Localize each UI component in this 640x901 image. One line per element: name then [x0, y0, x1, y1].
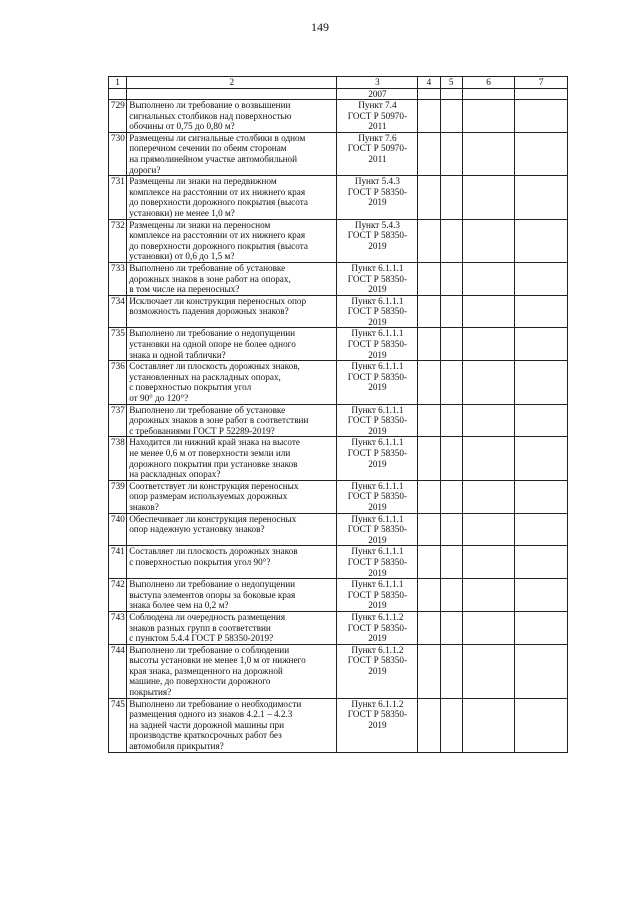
regulation-reference	[337, 219, 418, 262]
regulation-reference	[337, 176, 418, 219]
answer-cell-col-7[interactable]	[515, 579, 568, 612]
reference-line: ГОСТ Р 58350-	[347, 415, 408, 426]
reference-line: Пункт 6.1.1.2	[351, 698, 404, 709]
question-line: высоты установки не менее 1,0 м от нижнего	[129, 655, 306, 666]
answer-cell-col-5[interactable]	[440, 513, 462, 546]
requirement-question	[127, 295, 337, 328]
column-header: 2	[127, 77, 337, 89]
question-line: покрытия?	[129, 687, 172, 698]
reference-line: 2019	[368, 240, 387, 251]
question-line: знаков?	[129, 501, 159, 512]
row-number: 729	[109, 100, 127, 133]
reference-line: Пункт 6.1.1.2	[351, 644, 404, 655]
answer-cell-col-5[interactable]	[440, 132, 462, 175]
question-line: дорожного покрытия при установке знаков	[129, 458, 298, 469]
answer-cell-col-5[interactable]	[440, 295, 462, 328]
row-number: 731	[109, 176, 127, 219]
table-row	[109, 328, 568, 361]
table-row	[109, 295, 568, 328]
regulation-reference	[337, 480, 418, 513]
question-line: обочины от 0,75 до 0,80 м?	[129, 121, 235, 132]
reference-line: 2019	[368, 425, 387, 436]
reference-line: 2019	[368, 349, 387, 360]
reference-line: 2019	[368, 600, 387, 611]
answer-cell-col-7[interactable]	[515, 546, 568, 579]
question-line: опор надежную установку знаков?	[129, 524, 265, 535]
reference-line: Пункт 5.4.3	[354, 176, 400, 187]
regulation-reference	[337, 404, 418, 437]
question-line: на прямолинейном участке автомобильной	[129, 153, 298, 164]
question-line: Исключает ли конструкция переносных опор	[129, 295, 307, 306]
regulation-reference	[337, 513, 418, 546]
regulation-reference	[337, 328, 418, 361]
row-number: 736	[109, 361, 127, 404]
regulation-reference	[337, 698, 418, 752]
question-line: Выполнено ли требование о соблюдении	[129, 644, 290, 655]
question-line: дорожных знаков в зоне работ в соответствии	[129, 415, 309, 426]
question-line: Обеспечивает ли конструкция переносных	[129, 513, 297, 524]
question-line: Составляет ли плоскость дорожных знаков,	[129, 361, 300, 372]
regulation-reference	[337, 295, 418, 328]
answer-cell-col-5[interactable]	[440, 579, 462, 612]
answer-cell-col-6[interactable]	[462, 579, 515, 612]
answer-cell-col-6[interactable]	[462, 176, 515, 219]
answer-cell-col-4[interactable]	[418, 404, 440, 437]
answer-cell-col-7[interactable]	[515, 611, 568, 644]
answer-cell-col-4[interactable]	[418, 176, 440, 219]
answer-cell-col-6[interactable]	[462, 262, 515, 295]
reference-line: ГОСТ Р 58350-	[347, 306, 408, 317]
question-line: Размещены ли знаки на переносном	[129, 219, 271, 230]
question-line: с поверхностью покрытия угол	[129, 382, 252, 393]
reference-line: ГОСТ Р 58350-	[347, 491, 408, 502]
question-line: до поверхности дорожного покрытия (высота	[129, 197, 308, 208]
question-line: установки) не менее 1,0 м?	[129, 207, 235, 218]
continuation-row	[109, 89, 568, 100]
reference-line: Пункт 6.1.1.1	[351, 579, 404, 590]
requirement-question	[127, 546, 337, 579]
answer-cell-col-6[interactable]	[462, 132, 515, 175]
reference-line: Пункт 6.1.1.1	[351, 404, 404, 415]
question-line: поперечном сечении по обеим сторонам	[129, 143, 287, 154]
answer-cell-col-5[interactable]	[440, 611, 462, 644]
reference-line: ГОСТ Р 50970-	[347, 110, 408, 121]
question-line: с поверхностью покрытия угол 90°?	[129, 556, 271, 567]
answer-cell-col-4[interactable]	[418, 295, 440, 328]
reference-line: 2019	[368, 197, 387, 208]
page-number: 149	[311, 20, 329, 34]
header-row	[109, 77, 568, 89]
answer-cell-col-7[interactable]	[515, 176, 568, 219]
question-line: знаков разных групп в соответствии	[129, 622, 271, 633]
reference-line: Пункт 6.1.1.1	[351, 480, 404, 491]
answer-cell-col-7[interactable]	[515, 437, 568, 480]
requirement-question	[127, 437, 337, 480]
question-line: дорожных знаков в зоне работ на опорах,	[129, 273, 291, 284]
reference-line: ГОСТ Р 58350-	[347, 230, 408, 241]
table-row	[109, 100, 568, 133]
requirement-question	[127, 176, 337, 219]
requirement-question	[127, 100, 337, 133]
reference-line: ГОСТ Р 58350-	[347, 448, 408, 458]
reference-line: Пункт 6.1.1.1	[351, 437, 404, 448]
requirement-question	[127, 480, 337, 513]
question-line: края знака, размещенного на дорожной	[129, 665, 283, 676]
regulation-reference	[337, 437, 418, 480]
answer-cell-col-6[interactable]	[462, 328, 515, 361]
answer-cell-col-5[interactable]	[440, 404, 462, 437]
table-row	[109, 404, 568, 437]
answer-cell-col-4[interactable]	[418, 328, 440, 361]
column-header: 3	[337, 77, 418, 89]
answer-cell-col-4[interactable]	[418, 219, 440, 262]
answer-cell-col-4[interactable]	[418, 546, 440, 579]
reference-line: 2019	[368, 501, 387, 512]
reference-line: ГОСТ Р 58350-	[347, 186, 408, 197]
reference-line: 2019	[368, 567, 387, 578]
question-line: Соответствует ли конструкция переносных	[129, 480, 299, 491]
question-line: на задней части дорожной машины при	[129, 719, 285, 730]
answer-cell-col-5[interactable]	[440, 546, 462, 579]
row-number: 742	[109, 579, 127, 612]
question-line: Выполнено ли требование о необходимости	[129, 698, 302, 709]
reference-line: 2011	[368, 121, 387, 132]
column-header: 7	[515, 77, 568, 89]
question-line: выступа элементов опоры за боковые края	[129, 589, 296, 600]
answer-cell-col-6[interactable]	[462, 611, 515, 644]
question-line: на раскладных опорах?	[129, 469, 221, 480]
requirement-question	[127, 328, 337, 361]
answer-cell-col-4[interactable]	[418, 132, 440, 175]
regulation-reference	[337, 100, 418, 133]
row-number: 735	[109, 328, 127, 361]
reference-line: Пункт 6.1.1.1	[351, 262, 404, 273]
reference-line: 2019	[368, 633, 387, 644]
answer-cell-col-5[interactable]	[440, 328, 462, 361]
reference-line: Пункт 6.1.1.1	[351, 513, 404, 524]
requirement-question	[127, 262, 337, 295]
column-header: 1	[109, 77, 127, 89]
reference-line: ГОСТ Р 50970-	[347, 143, 408, 154]
requirement-question	[127, 132, 337, 175]
question-line: машине, до поверхности дорожного	[129, 676, 271, 687]
answer-cell-col-7[interactable]	[515, 698, 568, 752]
answer-cell-col-6[interactable]	[462, 644, 515, 698]
table-row	[109, 546, 568, 579]
reference-line: ГОСТ Р 58350-	[347, 655, 408, 666]
reference-line: ГОСТ Р 58350-	[347, 556, 408, 567]
answer-cell-col-5[interactable]	[440, 644, 462, 698]
question-line: сигнальных столбиков над поверхностью	[129, 110, 292, 121]
continuation-ref: 2007	[337, 89, 418, 100]
question-line: Соблюдена ли очередность размещения	[129, 611, 286, 622]
column-header: 5	[440, 77, 462, 89]
question-line: с пунктом 5.4.4 ГОСТ Р 58350-2019?	[129, 633, 274, 644]
row-number: 739	[109, 480, 127, 513]
table-row	[109, 698, 568, 752]
table-row	[109, 611, 568, 644]
regulation-reference	[337, 361, 418, 404]
reference-line: Пункт 6.1.1.1	[351, 361, 404, 372]
reference-line: 2019	[368, 534, 387, 545]
question-line: Выполнено ли требование о возвышении	[129, 100, 291, 110]
table-row	[109, 361, 568, 404]
reference-line: Пункт 7.4	[358, 100, 397, 110]
answer-cell-col-4[interactable]	[418, 611, 440, 644]
regulation-reference	[337, 546, 418, 579]
regulation-reference	[337, 611, 418, 644]
answer-cell-col-5[interactable]	[440, 361, 462, 404]
answer-cell-col-6[interactable]	[462, 513, 515, 546]
answer-cell-col-6[interactable]	[462, 100, 515, 133]
answer-cell-col-5[interactable]	[440, 100, 462, 133]
row-number: 734	[109, 295, 127, 328]
reference-line: 2019	[368, 284, 387, 295]
reference-line: ГОСТ Р 58350-	[347, 589, 408, 600]
reference-line: Пункт 6.1.1.1	[351, 328, 404, 339]
answer-cell-col-4[interactable]	[418, 480, 440, 513]
answer-cell-col-7[interactable]	[515, 100, 568, 133]
answer-cell-col-7[interactable]	[515, 132, 568, 175]
question-line: до поверхности дорожного покрытия (высота	[129, 240, 308, 251]
question-line: дороги?	[129, 164, 161, 175]
reference-line: Пункт 7.6	[358, 132, 397, 143]
answer-cell-col-6[interactable]	[462, 361, 515, 404]
question-line: размещения одного из знаков 4.2.1 – 4.2.3	[129, 709, 293, 720]
row-number: 730	[109, 132, 127, 175]
regulation-reference	[337, 579, 418, 612]
column-header: 4	[418, 77, 440, 89]
answer-cell-col-4[interactable]	[418, 513, 440, 546]
question-line: Выполнено ли требование об установке	[129, 404, 286, 415]
requirement-question	[127, 611, 337, 644]
answer-cell-col-6[interactable]	[462, 404, 515, 437]
question-line: установки на одной опоре не более одного	[129, 339, 296, 350]
question-line: установленных на раскладных опорах,	[129, 371, 281, 382]
answer-cell-col-7[interactable]	[515, 404, 568, 437]
answer-cell-col-4[interactable]	[418, 698, 440, 752]
table-row	[109, 480, 568, 513]
table-row	[109, 176, 568, 219]
answer-cell-col-4[interactable]	[418, 437, 440, 480]
answer-cell-col-7[interactable]	[515, 219, 568, 262]
regulation-reference	[337, 644, 418, 698]
answer-cell-col-4[interactable]	[418, 644, 440, 698]
answer-cell-col-4[interactable]	[418, 100, 440, 133]
answer-cell-col-6[interactable]	[462, 698, 515, 752]
question-line: опор размерам используемых дорожных	[129, 491, 288, 502]
answer-cell-col-5[interactable]	[440, 262, 462, 295]
column-header: 6	[462, 77, 515, 89]
table-row	[109, 262, 568, 295]
reference-line: ГОСТ Р 58350-	[347, 371, 408, 382]
question-line: возможность падения дорожных знаков?	[129, 306, 289, 317]
reference-line: Пункт 6.1.1.2	[351, 611, 404, 622]
question-line: знака и одной таблички?	[129, 349, 226, 360]
reference-line: ГОСТ Р 58350-	[347, 524, 408, 535]
reference-line: Пункт 6.1.1.1	[351, 546, 404, 557]
table-row	[109, 132, 568, 175]
answer-cell-col-7[interactable]	[515, 644, 568, 698]
row-number: 744	[109, 644, 127, 698]
regulation-reference	[337, 262, 418, 295]
answer-cell-col-7[interactable]	[515, 513, 568, 546]
question-line: Составляет ли плоскость дорожных знаков	[129, 546, 298, 557]
reference-line: Пункт 5.4.3	[354, 219, 400, 230]
row-number: 732	[109, 219, 127, 262]
answer-cell-col-5[interactable]	[440, 176, 462, 219]
question-line: комплексе на расстоянии от их нижнего края	[129, 186, 306, 197]
requirement-question	[127, 219, 337, 262]
row-number: 733	[109, 262, 127, 295]
answer-cell-col-5[interactable]	[440, 698, 462, 752]
answer-cell-col-4[interactable]	[418, 579, 440, 612]
question-line: с требованиями ГОСТ Р 52289-2019?	[129, 425, 275, 436]
answer-cell-col-7[interactable]	[515, 361, 568, 404]
regulation-reference	[337, 132, 418, 175]
table-row	[109, 437, 568, 480]
requirement-question	[127, 513, 337, 546]
reference-line: 2011	[368, 153, 387, 164]
row-number: 741	[109, 546, 127, 579]
requirement-question	[127, 404, 337, 437]
question-line: знака более чем на 0,2 м?	[129, 600, 229, 611]
answer-cell-col-6[interactable]	[462, 219, 515, 262]
answer-cell-col-7[interactable]	[515, 480, 568, 513]
checklist-table	[108, 76, 568, 753]
question-line: Размещены ли сигнальные столбики в одном	[129, 132, 306, 143]
question-line: от 90° до 120°?	[129, 393, 189, 404]
row-number: 740	[109, 513, 127, 546]
question-line: комплексе на расстоянии от их нижнего края	[129, 230, 306, 241]
answer-cell-col-4[interactable]	[418, 361, 440, 404]
reference-line: ГОСТ Р 58350-	[347, 273, 408, 284]
answer-cell-col-6[interactable]	[462, 437, 515, 480]
question-line: в том числе на переносных?	[129, 284, 240, 295]
answer-cell-col-6[interactable]	[462, 546, 515, 579]
reference-line: ГОСТ Р 58350-	[347, 622, 408, 633]
answer-cell-col-5[interactable]	[440, 480, 462, 513]
reference-line: 2019	[368, 719, 387, 730]
question-line: не менее 0,6 м от поверхности земли или	[129, 448, 291, 458]
question-line: Находится ли нижний край знака на высоте	[129, 437, 300, 448]
requirement-question	[127, 698, 337, 752]
table-row	[109, 579, 568, 612]
table-row	[109, 219, 568, 262]
reference-line: ГОСТ Р 58350-	[347, 339, 408, 350]
reference-line: 2019	[368, 458, 387, 469]
answer-cell-col-5[interactable]	[440, 437, 462, 480]
question-line: Выполнено ли требование об установке	[129, 262, 286, 273]
question-line: Выполнено ли требование о недопущении	[129, 328, 296, 339]
row-number: 738	[109, 437, 127, 480]
reference-line: Пункт 6.1.1.1	[351, 295, 404, 306]
row-number: 745	[109, 698, 127, 752]
answer-cell-col-7[interactable]	[515, 262, 568, 295]
answer-cell-col-6[interactable]	[462, 295, 515, 328]
requirement-question	[127, 579, 337, 612]
reference-line: ГОСТ Р 58350-	[347, 709, 408, 720]
answer-cell-col-6[interactable]	[462, 480, 515, 513]
question-line: Размещены ли знаки на передвижном	[129, 176, 277, 187]
question-line: установки) от 0,6 до 1,5 м?	[129, 251, 235, 262]
answer-cell-col-7[interactable]	[515, 328, 568, 361]
question-line: Выполнено ли требование о недопущении	[129, 579, 296, 590]
table-row	[109, 513, 568, 546]
answer-cell-col-5[interactable]	[440, 219, 462, 262]
row-number: 737	[109, 404, 127, 437]
reference-line: 2019	[368, 382, 387, 393]
row-number: 743	[109, 611, 127, 644]
table-row	[109, 644, 568, 698]
question-line: автомобиля прикрытия?	[129, 741, 224, 752]
reference-line: 2019	[368, 665, 387, 676]
reference-line: 2019	[368, 316, 387, 327]
requirement-question	[127, 644, 337, 698]
question-line: производстве краткосрочных работ без	[129, 730, 282, 741]
answer-cell-col-7[interactable]	[515, 295, 568, 328]
answer-cell-col-4[interactable]	[418, 262, 440, 295]
requirement-question	[127, 361, 337, 404]
